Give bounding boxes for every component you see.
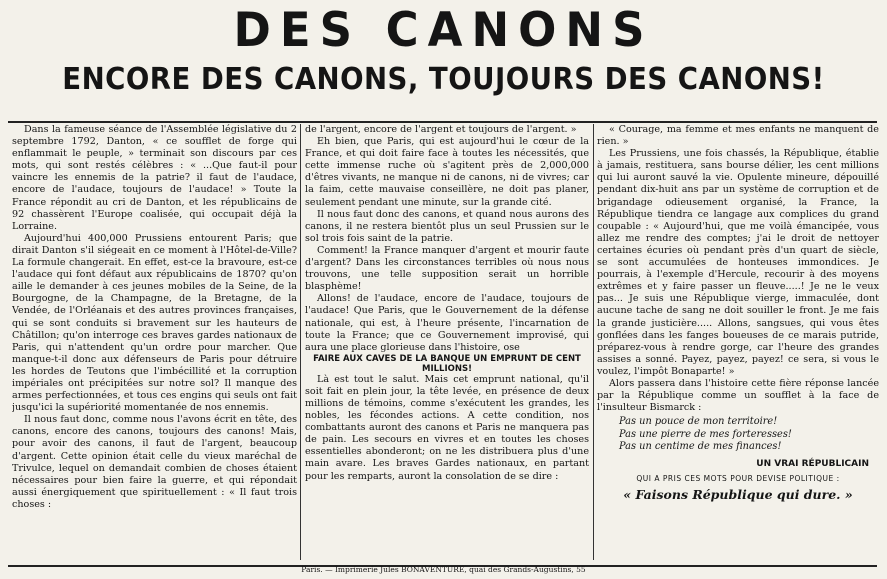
poster-title: DES CANONS (233, 1, 654, 58)
paragraph: Aujourd'hui 400,000 Prussiens entourent Paris; que dirait Danton s'il siégeait en ce moment à l'Hôtel-de-Ville? La formule changerait. En effet, est-ce la bravoure, est-ce l'audace qui font défaut aux républicains de 1870? qu'on aille le demander à ces jeunes mobiles de la Seine, de la Bourgogne, de la Champagne, de la Bretagne, de la Vendée, de l'Orléanais et des autres provinces françaises, qui se sont conduits si bravement sur les hauteurs de Châtillon; qu'on interroge ces braves gardes nationaux de Paris, qui n'attendent qu'un ordre pour marcher. Que manque-t-il donc aux défenseurs de Paris pour détruire les hordes de Teutons que l'imbécillité et la corruption impériales ont précipitées sur notre sol? Il manque des armes perfectionnées, et tous ces engins qui seuls ont fait jusqu'ici la supériorité momentanée de nos ennemis. (12, 232, 297, 414)
column-1 (12, 124, 297, 560)
paragraph: Il nous faut donc des canons, et quand nous aurons des canons, il ne restera bientôt plus un seul Prussien sur le sol trois fois saint de la patrie. (305, 208, 589, 244)
column-divider (593, 124, 594, 560)
signature: UN VRAI RÉPUBLICAIN (756, 458, 869, 469)
paragraph: Les Prussiens, une fois chassés, la République, établie à jamais, restituera, sans bourse délier, les cent millions qui lui auront sauvé la vie. Opulente mineure, dépouillé pendant dix-huit ans par un système de corruption et de brigandage odieusement organisé, la France, la République tiendra ce langage aux complices du grand coupable : « Aujourd'hui, que me voilà émancipée, vous allez me rendre des comptes; j'ai le droit de nettoyer certaines écuries où pendant près d'un quart de siècle, se sont accumulées de honteuses immondices. Je pourrais, à l'exemple d'Hercule, recourir à des moyens extrêmes et y faire passer un fleuve.....! Je ne le veux pas... Je suis une République vierge, immaculée, dont aucune tache de sang ne doit souiller le front. Je me fais la grande justicière..... Allons, sangsues, qui vous êtes gonflées dans les fanges boueuses de ce marais putride, préparez-vous à rendre gorge, car l'heure des grandes assises a sonné. Payez, payez, payez! ce sera, si vous le voulez, l'impôt Bonaparte! » (597, 148, 879, 377)
paragraph: Alors passera dans l'histoire cette fière réponse lancée par la République comme un soufflet à la face de l'insulteur Bismarck : (597, 377, 879, 414)
paragraph: Dans la fameuse séance de l'Assemblée législative du 2 septembre 1792, Danton, « ce soufflet de forge qui enflammait le peuple, » terminait son discours par ces mots, qui sont restés célèbres : « ...Que faut-il pour vaincre les ennemis de la patrie? il faut de l'audace, encore de l'audace, toujours de l'audace! » Toute la France répondit au cri de Danton, et les républicains de 92 chassèrent l'Europe coalisée, qui occupait déjà la Lorraine. (12, 124, 297, 232)
paragraph: Il nous faut donc, comme nous l'avons écrit en tête, des canons, encore des canons, toujours des canons! Mais, pour avoir des canons, il faut de l'argent, beaucoup d'argent. Cette opinion était celle du vieux maréchal de Trivulce, lequel on demandait combien de choses étaient nécessaires pour bien faire la guerre, et qui répondait aussi énergiquement que spirituellement : « Il faut trois choses : (12, 414, 297, 510)
column-divider (300, 124, 301, 560)
motto-line: Pas une pierre de mes forteresses! (619, 428, 792, 440)
column-2 (305, 124, 589, 560)
motto-line: Pas un pouce de mon territoire! (619, 416, 778, 428)
column-3 (597, 124, 879, 560)
paragraph: Comment! la France manquer d'argent et mourir faute d'argent? Dans les circonstances terribles où nous nous trouvons, une telle supposition serait un horrible blasphème! (305, 244, 589, 293)
printer-footer: Paris. — Imprimerie Jules BONAVENTURE, quai des Grands-Augustins, 55 (301, 565, 586, 574)
poster-subtitle: ENCORE DES CANONS, TOUJOURS DES CANONS! (62, 62, 825, 97)
paragraph: « Courage, ma femme et mes enfants ne manquent de rien. » (597, 124, 879, 148)
motto-line: Pas un centime de mes finances! (619, 441, 782, 453)
paragraph: Allons! de l'audace, encore de l'audace, toujours de l'audace! Que Paris, que le Gouvernement de la défense nationale, qui est, à l'heure présente, l'incarnation de toute la France; que ce Gouvernement improvisé, qui aura une place glorieuse dans l'histoire, ose (305, 293, 589, 353)
paragraph: Là est tout le salut. Mais cet emprunt national, qu'il soit fait en plein jour, la tête levée, en présence de deux millions de témoins, comme s'exécutent les grandes, les nobles, les fécondes actions. A cette condition, nos combattants auront des canons et Paris ne manquera pas de pain. Les secours en vivres et en toutes les choses essentielles abonderont; on ne les distribuera plus d'une main avare. Les braves Gardes nationaux, en partant pour les remparts, auront la consolation de se dire : (305, 373, 589, 482)
motto-list (619, 416, 879, 454)
closing-motto: « Faisons République qui dure. » (623, 486, 853, 502)
section-heading: FAIRE AUX CAVES DE LA BANQUE UN EMPRUNT DE CENT MILLIONS! (313, 353, 581, 374)
signature-note: QUI A PRIS CES MOTS POUR DEVISE POLITIQUE : (636, 473, 840, 483)
paragraph: de l'argent, encore de l'argent et toujours de l'argent. » (305, 124, 577, 135)
paragraph: Eh bien, que Paris, qui est aujourd'hui le cœur de la France, et qui doit faire face à toutes les nécessités, que cette immense ruche où s'agitent près de 2,000,000 d'êtres vivants, ne manque ni de canons, ni de vivres; car la faim, cette mauvaise conseillère, ne doit pas planer, seulement pendant une minute, sur la grande cité. (305, 136, 589, 208)
